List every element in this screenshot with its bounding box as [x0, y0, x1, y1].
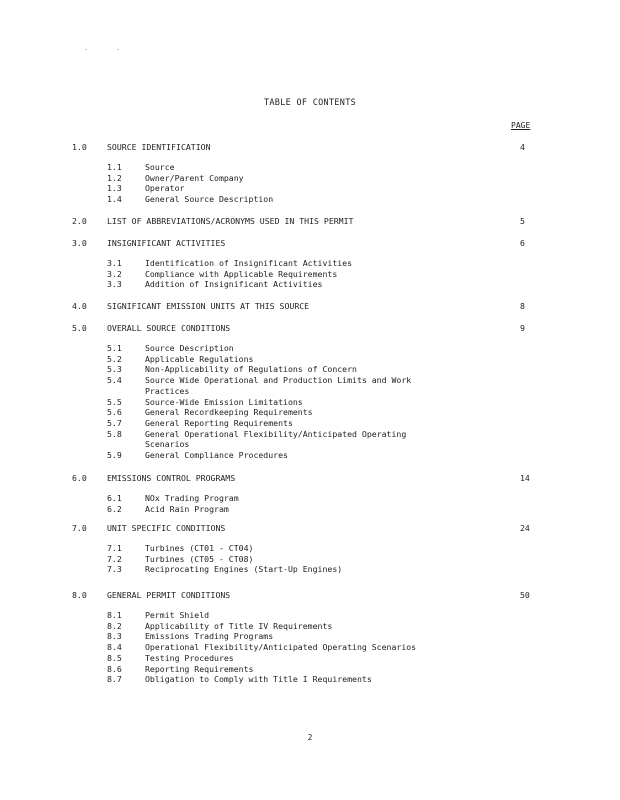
subsection-title: Source Wide Operational and Production Limits and Work	[145, 375, 412, 386]
subsection-title: Reporting Requirements	[145, 663, 254, 674]
section-page: 24	[520, 523, 530, 533]
subsection-number: 8.1	[107, 610, 122, 620]
subsection-number: 8.3	[107, 631, 122, 642]
subsection-number: 6.1	[107, 493, 122, 503]
subsection-number: 6.2	[107, 503, 122, 514]
subsection-number: 7.1	[107, 543, 122, 553]
section-number: 5.0	[72, 323, 87, 333]
subsection-title: Operator	[145, 183, 185, 194]
subsection-title: Turbines (CT05 - CT08)	[145, 553, 254, 564]
subsection-title: Testing Procedures	[145, 652, 234, 663]
header-mark: -	[116, 46, 120, 53]
subsection-title: Operational Flexibility/Anticipated Operating Scenarios	[145, 642, 417, 653]
section-title: EMISSIONS CONTROL PROGRAMS	[107, 473, 236, 483]
subsection-number: 1.3	[107, 183, 122, 194]
subsection-number: 3.2	[107, 268, 122, 279]
subsection-title: Owner/Parent Company	[145, 172, 244, 183]
section-title: UNIT SPECIFIC CONDITIONS	[107, 523, 226, 533]
subsection-title: Obligation to Comply with Title I Requirements	[145, 674, 372, 685]
section-number: 7.0	[72, 523, 87, 533]
subsection-title: General Recordkeeping Requirements	[145, 407, 313, 418]
subsection-title: Reciprocating Engines (Start-Up Engines)	[145, 564, 343, 575]
subsection-title: Scenarios	[145, 439, 190, 450]
subsection-number: 8.7	[107, 674, 122, 685]
subsection-title: Applicability of Title IV Requirements	[145, 620, 333, 631]
subsection-number: 1.2	[107, 172, 122, 183]
section-page: 5	[520, 216, 525, 226]
subsection-title: Addition of Insignificant Activities	[145, 279, 323, 290]
subsection-number: 7.3	[107, 564, 122, 575]
section-number: 6.0	[72, 473, 87, 483]
subsection-title: General Operational Flexibility/Anticipated Operating	[145, 428, 407, 439]
subsection-number: 8.2	[107, 620, 122, 631]
subsection-title: General Source Description	[145, 194, 274, 205]
subsection-title: Compliance with Applicable Requirements	[145, 268, 338, 279]
subsection-title: Identification of Insignificant Activities	[145, 258, 353, 268]
section-number: 2.0	[72, 216, 87, 226]
subsection-title: Source-Wide Emission Limitations	[145, 396, 303, 407]
footer-page-number: 2	[307, 733, 313, 742]
section-title: SOURCE IDENTIFICATION	[107, 142, 211, 152]
subsection-title: NOx Trading Program	[145, 493, 239, 503]
subsection-title: Applicable Regulations	[145, 353, 254, 364]
subsection-number: 5.6	[107, 407, 122, 418]
section-title: SIGNIFICANT EMISSION UNITS AT THIS SOURCE	[107, 301, 310, 311]
subsection-number: 5.3	[107, 364, 122, 375]
subsection-number: 5.8	[107, 428, 122, 439]
subsection-number: 7.2	[107, 553, 122, 564]
subsection-number: 8.4	[107, 642, 122, 653]
subsection-number: 5.1	[107, 343, 122, 353]
subsection-number: 1.4	[107, 194, 122, 205]
subsection-number: 5.9	[107, 450, 122, 460]
subsection-number: 8.5	[107, 652, 122, 663]
subsection-number: 1.1	[107, 162, 122, 172]
subsection-title: Source	[145, 162, 175, 172]
subsection-number: 3.3	[107, 279, 122, 290]
subsection-number: 3.1	[107, 258, 122, 268]
subsection-title: Non-Applicability of Regulations of Concern	[145, 364, 357, 375]
subsection-title: Acid Rain Program	[145, 503, 229, 514]
section-title: OVERALL SOURCE CONDITIONS	[107, 323, 231, 333]
subsection-title: Turbines (CT01 - CT04)	[145, 543, 254, 553]
subsection-title: Practices	[145, 385, 190, 396]
section-page: 8	[520, 301, 525, 311]
header-mark: -	[84, 46, 88, 53]
section-page: 6	[520, 238, 525, 248]
subsection-title: Emissions Trading Programs	[145, 631, 274, 642]
section-number: 1.0	[72, 142, 87, 152]
document-title: TABLE OF CONTENTS	[263, 98, 357, 108]
section-title: LIST OF ABBREVIATIONS/ACRONYMS USED IN THIS PERMIT	[107, 216, 354, 226]
section-number: 8.0	[72, 590, 87, 600]
section-page: 4	[520, 142, 525, 152]
subsection-number: 5.7	[107, 417, 122, 428]
subsection-title: Source Description	[145, 343, 234, 353]
section-number: 4.0	[72, 301, 87, 311]
subsection-title: Permit Shield	[145, 610, 210, 620]
page-column-header: PAGE	[511, 121, 531, 130]
subsection-number: 8.6	[107, 663, 122, 674]
section-title: GENERAL PERMIT CONDITIONS	[107, 590, 231, 600]
section-title: INSIGNIFICANT ACTIVITIES	[107, 238, 226, 248]
subsection-number: 5.5	[107, 396, 122, 407]
subsection-number: 5.4	[107, 375, 122, 386]
section-page: 9	[520, 323, 525, 333]
section-number: 3.0	[72, 238, 87, 248]
section-page: 50	[520, 590, 530, 600]
subsection-title: General Compliance Procedures	[145, 450, 288, 460]
subsection-number: 5.2	[107, 353, 122, 364]
section-page: 14	[520, 473, 530, 483]
subsection-title: General Reporting Requirements	[145, 417, 293, 428]
